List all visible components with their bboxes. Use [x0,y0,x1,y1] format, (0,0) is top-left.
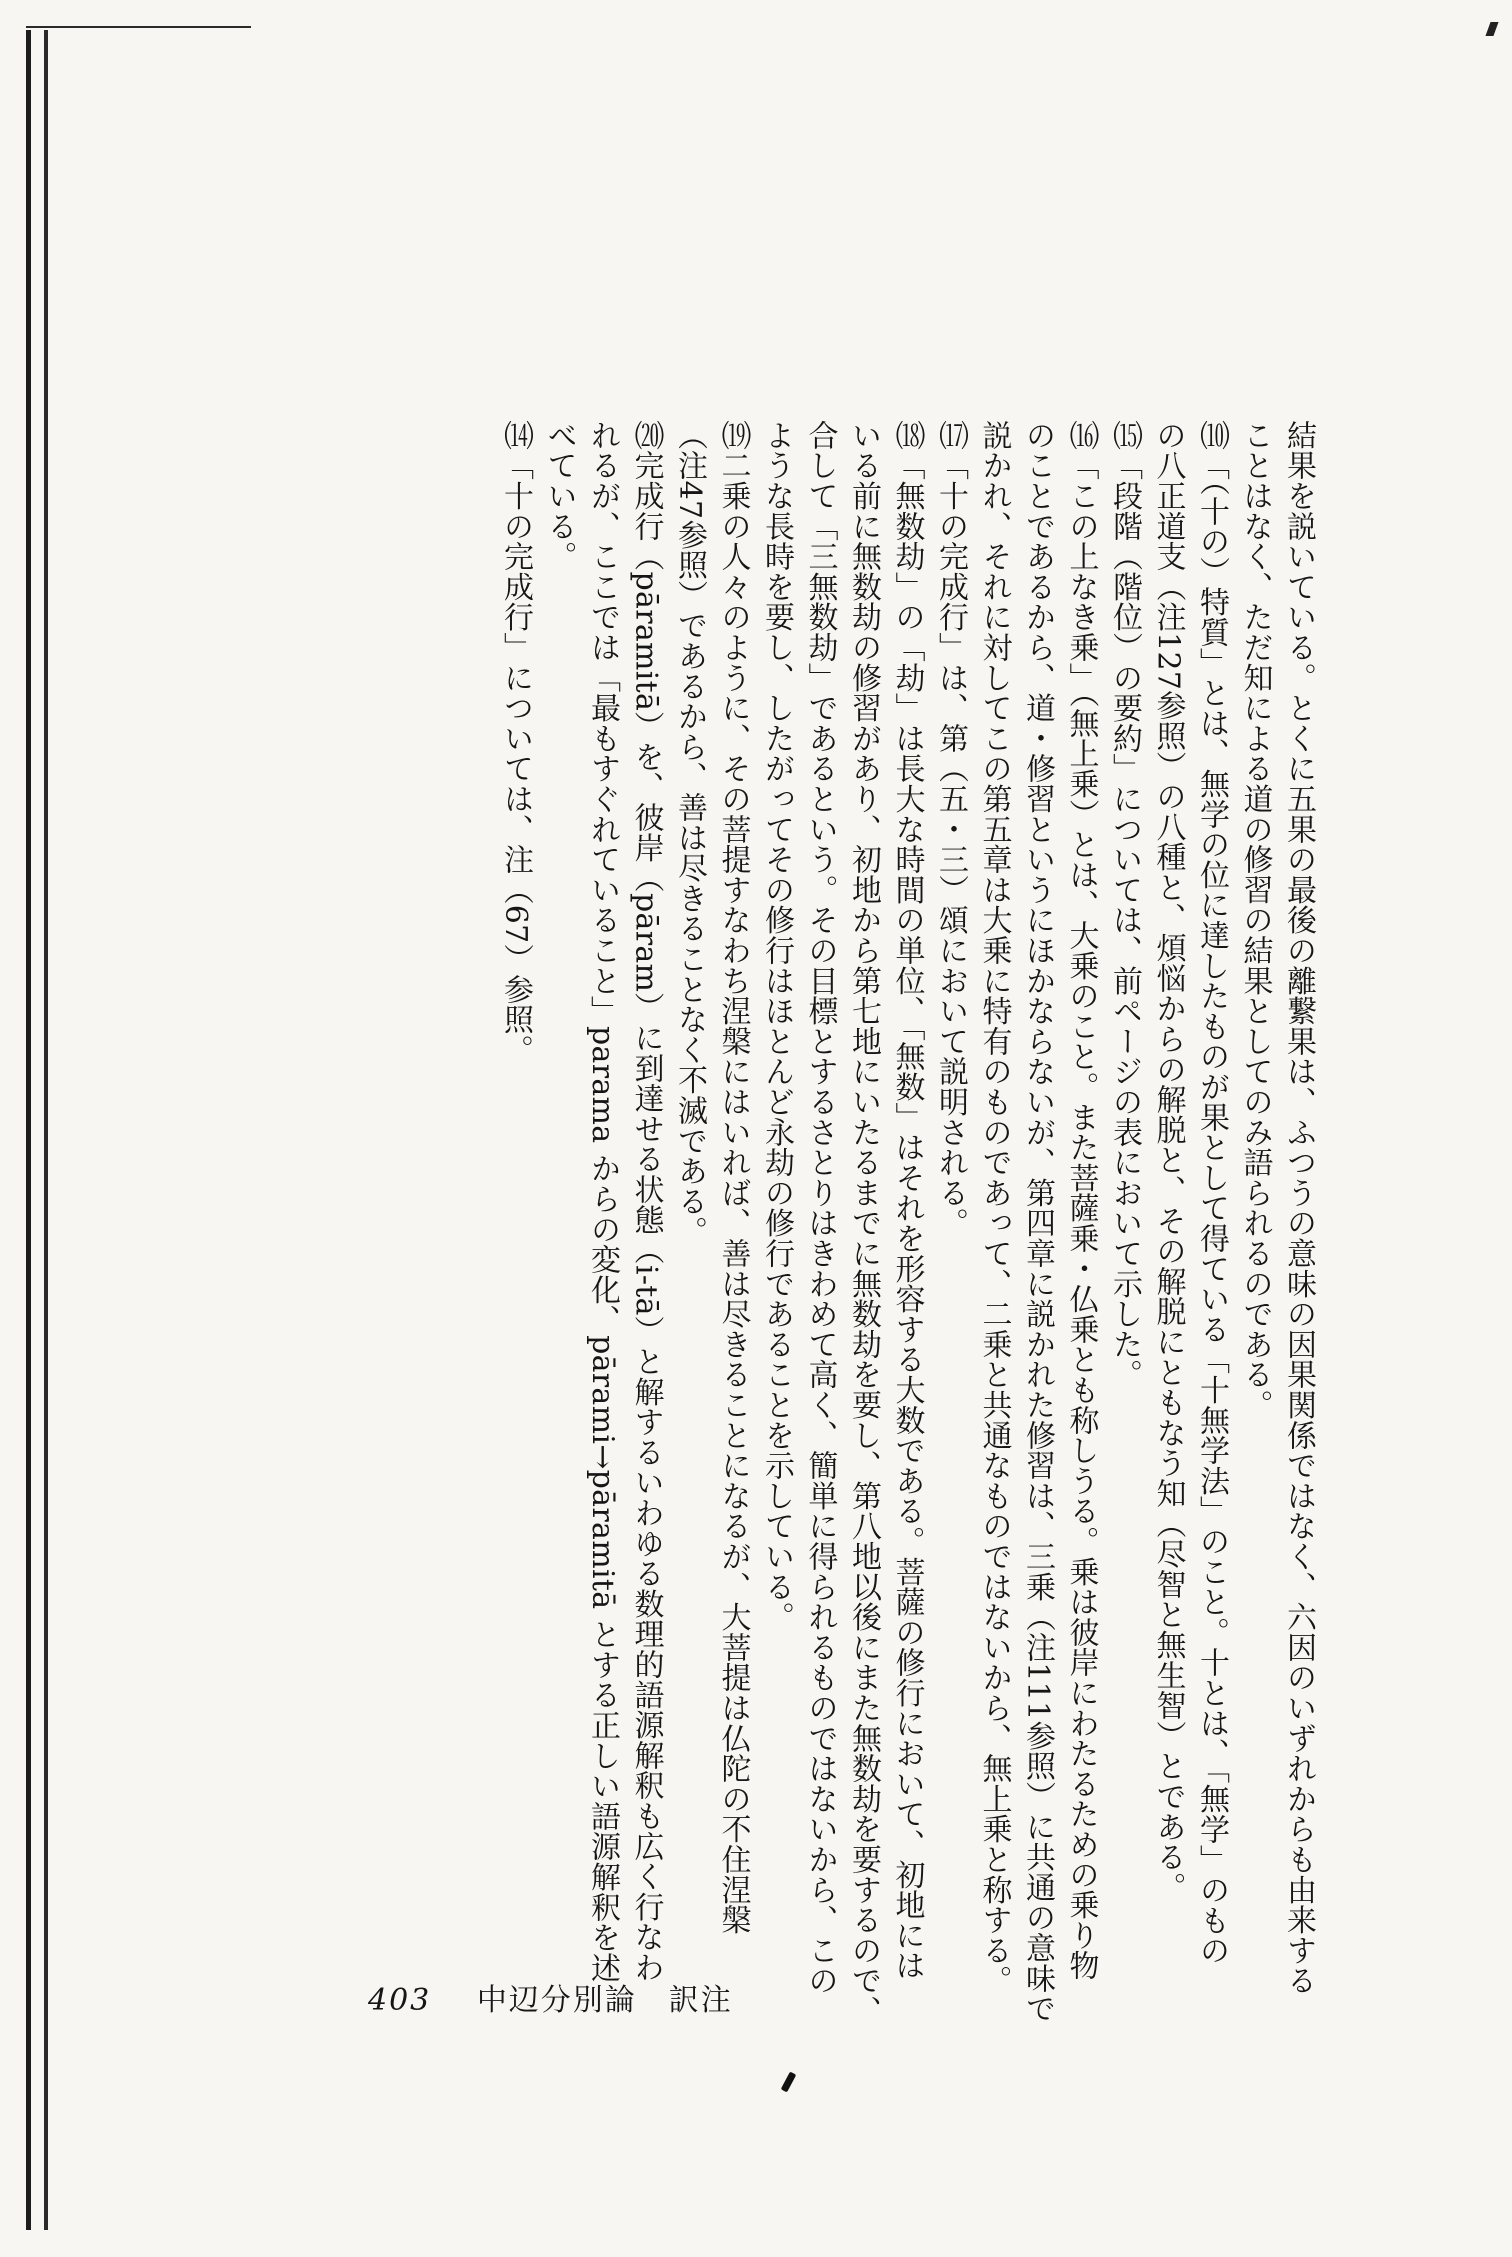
text-line: ⒁「十の完成行」については、注（67）参照。 [498,420,533,1065]
text-line: ⑽「（十の）特質」とは、無学の位に達したものが果として得ている「十無学法」のこと。十とは、「無学」のもの [1194,420,1229,1966]
text-line: いる前に無数劫の修習があり、初地から第七地にいたるまでに無数劫を要し、第八地以後にまた無数劫を要するので、 [846,420,881,2026]
text-line: 説かれ、それに対してこの第五章は大乗に特有のものであって、二乗と共通なものではないから、無上乗と称する。 [976,420,1012,1996]
text-line: ⒃「この上なき乗」（無上乗）とは、大乗のこと。また菩薩乗・仏乗とも称しうる。乗は彼岸にわたるための乗り物 [1063,420,1099,1981]
page-footer [368,1975,733,2019]
scan-edge-top [26,26,251,28]
text-line: のことであるから、道・修習というにほかならないが、第四章に説かれた修習は、三乗（注111参照）に共通の意味で [1020,420,1055,2024]
text-line: ような長時を要し、したがってその修行はほとんど永劫の修行であることを示している。 [759,420,794,1632]
text-line: ⒇完成行（pāramitā）を、彼岸（pāram）に到達せる状態（i-tā）と解するいわゆる数理的語源解釈も広く行なわ [628,420,664,1983]
text-line: ⒂「段階（階位）の要約」については、前ページの表において示した。 [1107,420,1142,1390]
scan-speck [781,2072,797,2093]
text-line: の八正道支（注127参照）の八種と、煩悩からの解脱と、その解脱にともなう知（尽智と無生智）とである。 [1150,420,1186,1903]
text-line: 結果を説いている。とくに五果の最後の離繋果は、ふつうの意味の因果関係ではなく、六因のいずれからも由来する [1281,420,1316,1996]
text-line: 合して「三無数劫」であるという。その目標とするさとりはきわめて高く、簡単に得られるものではないから、この [802,420,838,1996]
text-line: ⒄「十の完成行」は、第（五・三）頌において説明される。 [933,420,968,1239]
text-line: （注47参照）であるから、善は尽きることなく不滅である。 [672,420,707,1247]
scan-edge-line [26,30,31,2230]
text-line: ことはなく、ただ知による道の修習の結果としてのみ語られるのである。 [1237,420,1273,1420]
scan-corner-mark [1485,22,1498,36]
text-line: れるが、ここでは「最もすぐれていること」parama からの変化、pārami→pāramitā とする正しい語源解釈を述 [585,420,620,1983]
text-line: ⒆二乗の人々のように、その菩提すなわち涅槃にはいれば、善は尽きることになるが、大菩提は仏陀の不住涅槃 [715,420,751,1935]
running-title: 中辺分別論 訳注 [476,1983,733,2018]
text-line: べている。 [541,420,577,572]
page-number: 403 [368,1983,432,2018]
text-line: ⒅「無数劫」の「劫」は長大な時間の単位、「無数」はそれを形容する大数である。菩薩の修行において、初地には [889,420,925,1981]
scan-edge-line-inner [44,30,48,2230]
